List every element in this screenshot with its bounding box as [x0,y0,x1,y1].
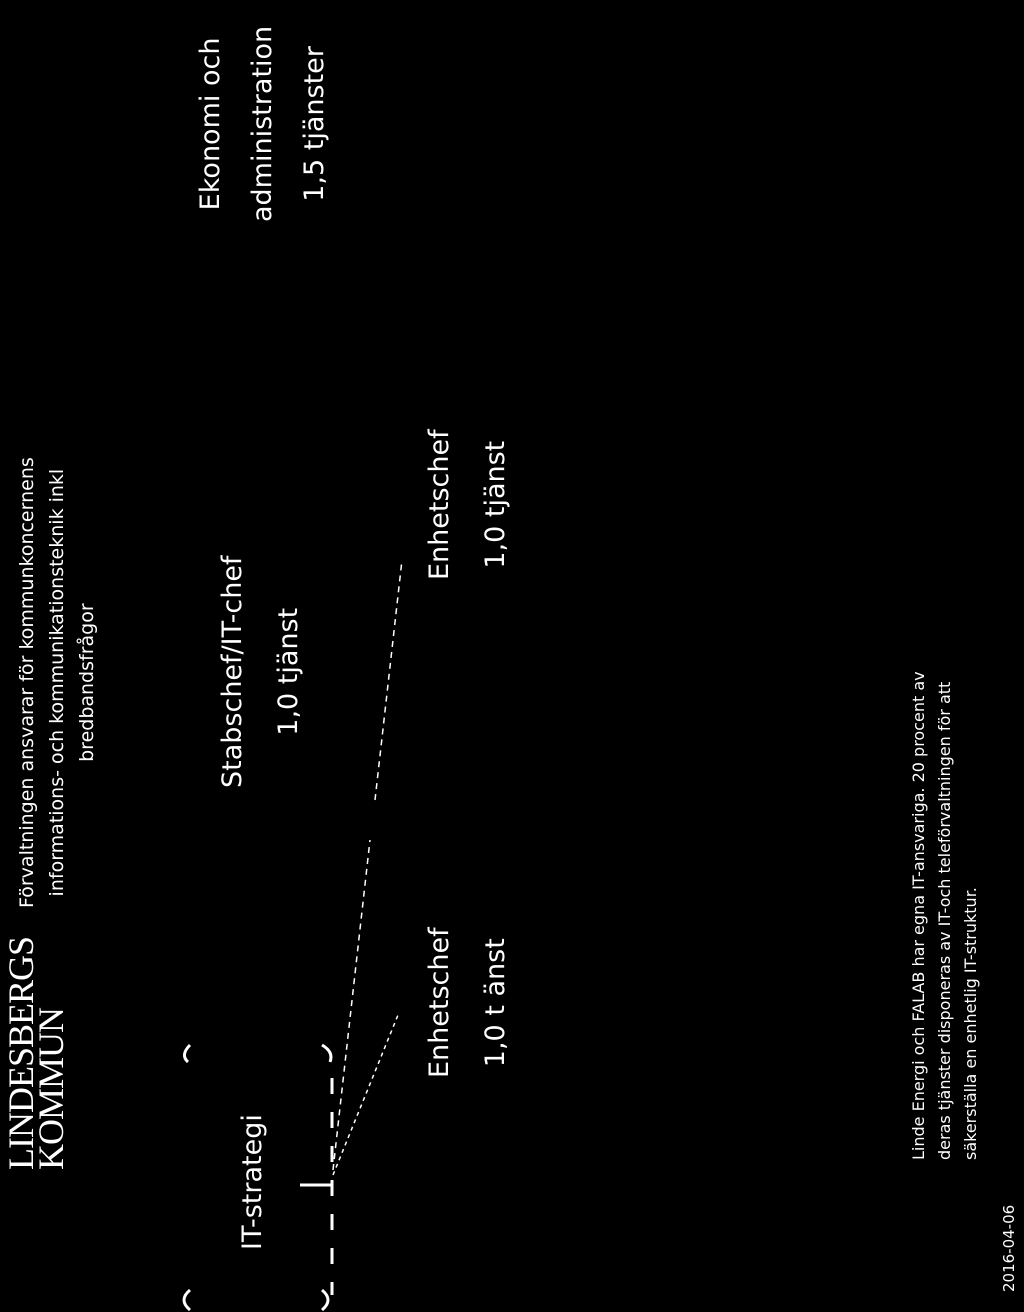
document-date: 2016-04-06 [1000,1204,1018,1292]
it-strategi-bracket-left [184,1290,190,1310]
footer-note-line-1: Linde Energi och FALAB har egna IT-ansvariga. 20 procent av [909,671,928,1160]
ekonomi-title-line-1: Ekonomi och [195,37,226,211]
connector-stabschef-to-enhetschef-right [375,560,402,800]
description-line-3: bredbandsfrågor [76,603,98,762]
footer-note [906,671,984,1160]
it-strategi-bracket-right [322,1045,331,1062]
enhetschef-right-title: Enhetschef [424,429,455,580]
node-it-strategi [225,1114,281,1250]
enhetschef-left-title: Enhetschef [424,927,455,1078]
ekonomi-fte: 1,5 tjänster [299,46,330,202]
connector-to-enhetschef-left [333,1015,398,1175]
it-strategi-title: IT-strategi [237,1114,268,1250]
kommun-logo [1,936,71,1170]
enhetschef-right-fte: 1,0 tjänst [480,440,511,569]
node-enhetschef-left [412,927,524,1078]
node-enhetschef-right [412,429,524,580]
logo-line-2: KOMMUN [31,1007,71,1170]
stabschef-fte: 1,0 tjänst [273,607,304,736]
it-strategi-bracket-bottom [322,1290,328,1310]
footer-note-line-3: säkerställa en enhetlig IT-struktur. [961,887,980,1160]
stabschef-title: Stabschef/IT-chef [217,555,248,788]
mission-description [12,457,102,908]
ekonomi-title-line-2: administration [247,25,278,222]
enhetschef-left-fte: 1,0 t änst [480,938,511,1068]
description-line-2: informations- och kommunikationsteknik inkl [46,468,68,897]
it-strategi-bracket-top [184,1045,190,1062]
logo-line-1: LINDESBERGS [1,936,41,1170]
node-stabschef [205,556,317,788]
node-ekonomi [185,26,341,222]
footer-note-line-2: deras tjänster disponeras av IT-och teleförvaltningen för att [935,681,954,1160]
connector-to-stabschef [333,840,370,1170]
description-line-1: Förvaltningen ansvarar för kommunkoncernens [16,457,38,908]
